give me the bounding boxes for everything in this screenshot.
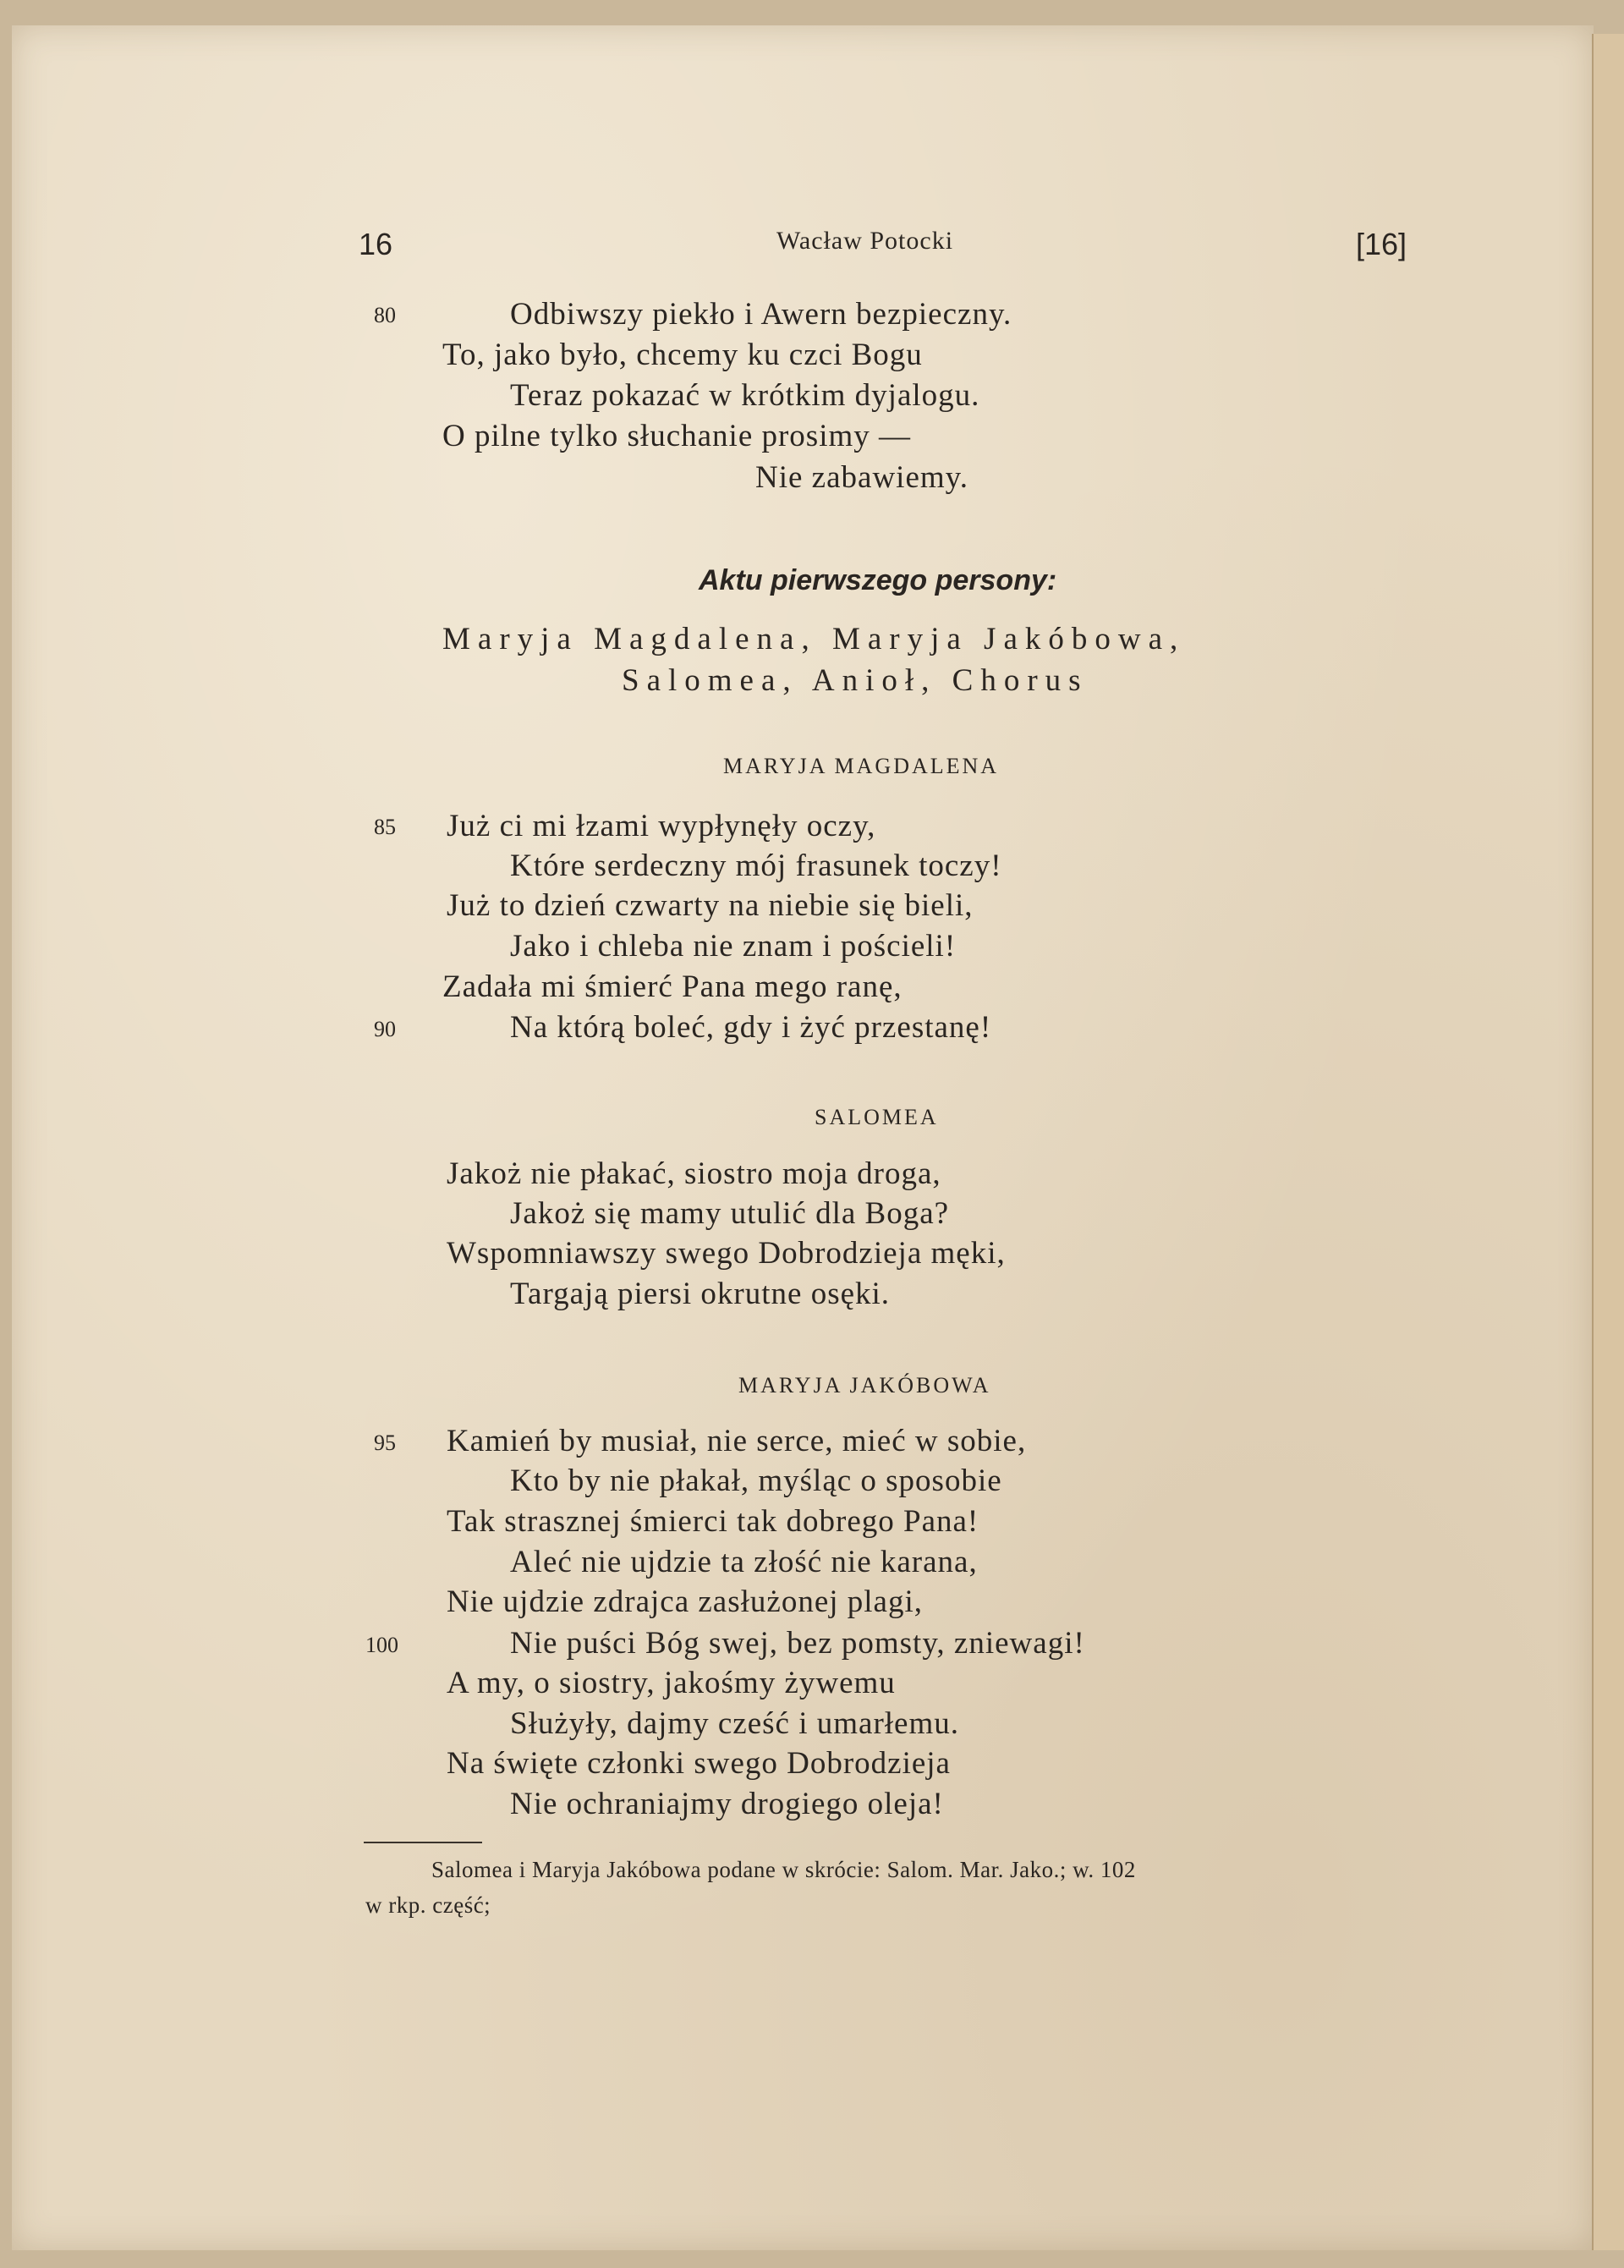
line-number: 95 xyxy=(374,1431,396,1455)
verse-line: Nie puści Bóg swej, bez pomsty, zniewagi! xyxy=(510,1626,1085,1661)
verse-line: Jakoż się mamy utulić dla Boga? xyxy=(510,1196,950,1231)
verse-line: A my, o siostry, jakośmy żywemu xyxy=(447,1666,896,1700)
verse-line: O pilne tylko słuchanie prosimy — xyxy=(442,419,912,453)
verse-line: Które serdeczny mój frasunek toczy! xyxy=(510,848,1002,883)
verse-line: Służyły, dajmy cześć i umarłemu. xyxy=(510,1706,960,1741)
verse-line: Nie ujdzie zdrajca zasłużonej plagi, xyxy=(447,1584,923,1619)
line-number: 100 xyxy=(365,1633,398,1657)
footnote-line: w rkp. część; xyxy=(365,1892,491,1918)
speaker-heading: MARYJA MAGDALENA xyxy=(723,754,1000,778)
verse-line: Już ci mi łzami wypłynęły oczy, xyxy=(447,809,876,843)
verse-line: Teraz pokazać w krótkim dyjalogu. xyxy=(510,378,980,413)
verse-line: Targają piersi okrutne osęki. xyxy=(510,1277,891,1311)
verse-line: Już to dzień czwarty na niebie się bieli, xyxy=(447,888,974,923)
page-edge xyxy=(1592,34,1624,2250)
verse-line: Nie ochraniajmy drogiego oleja! xyxy=(510,1787,944,1821)
personae-line: Maryja Magdalena, Maryja Jakóbowa, xyxy=(442,622,1186,656)
verse-line: To, jako było, chcemy ku czci Bogu xyxy=(442,338,923,372)
line-number: 85 xyxy=(374,815,396,839)
running-title: Wacław Potocki xyxy=(776,227,954,255)
footnote-line: Salomea i Maryja Jakóbowa podane w skrócie: Salom. Mar. Jako.; w. 102 xyxy=(431,1857,1136,1882)
line-number: 90 xyxy=(374,1017,396,1041)
verse-line: Wspomniawszy swego Dobrodzieja męki, xyxy=(447,1236,1006,1271)
footnote-rule xyxy=(364,1842,482,1843)
verse-line: Jako i chleba nie znam i pościeli! xyxy=(510,929,957,964)
speaker-heading: MARYJA JAKÓBOWA xyxy=(738,1373,991,1398)
verse-line: Kto by nie płakał, myśląc o sposobie xyxy=(510,1463,1002,1498)
verse-line: Tak strasznej śmierci tak dobrego Pana! xyxy=(447,1504,979,1539)
verse-line: Odbiwszy piekło i Awern bezpieczny. xyxy=(510,297,1012,332)
personae-line: Salomea, Anioł, Chorus xyxy=(622,663,1089,698)
page-number: 16 xyxy=(359,227,393,261)
line-number: 80 xyxy=(374,303,396,327)
personae-heading: Aktu pierwszego persony: xyxy=(699,564,1057,596)
verse-line: Kamień by musiał, nie serce, mieć w sobie, xyxy=(447,1424,1027,1458)
verse-line: Aleć nie ujdzie ta złość nie karana, xyxy=(510,1545,978,1579)
bracket-page-number: [16] xyxy=(1356,227,1407,261)
verse-line: Na święte członki swego Dobrodzieja xyxy=(447,1746,951,1781)
verse-line: Nie zabawiemy. xyxy=(755,460,968,495)
verse-line: Na którą boleć, gdy i żyć przestanę! xyxy=(510,1010,992,1045)
verse-line: Zadała mi śmierć Pana mego ranę, xyxy=(442,969,903,1004)
speaker-heading: SALOMEA xyxy=(815,1105,939,1129)
verse-line: Jakoż nie płakać, siostro moja droga, xyxy=(447,1156,941,1191)
